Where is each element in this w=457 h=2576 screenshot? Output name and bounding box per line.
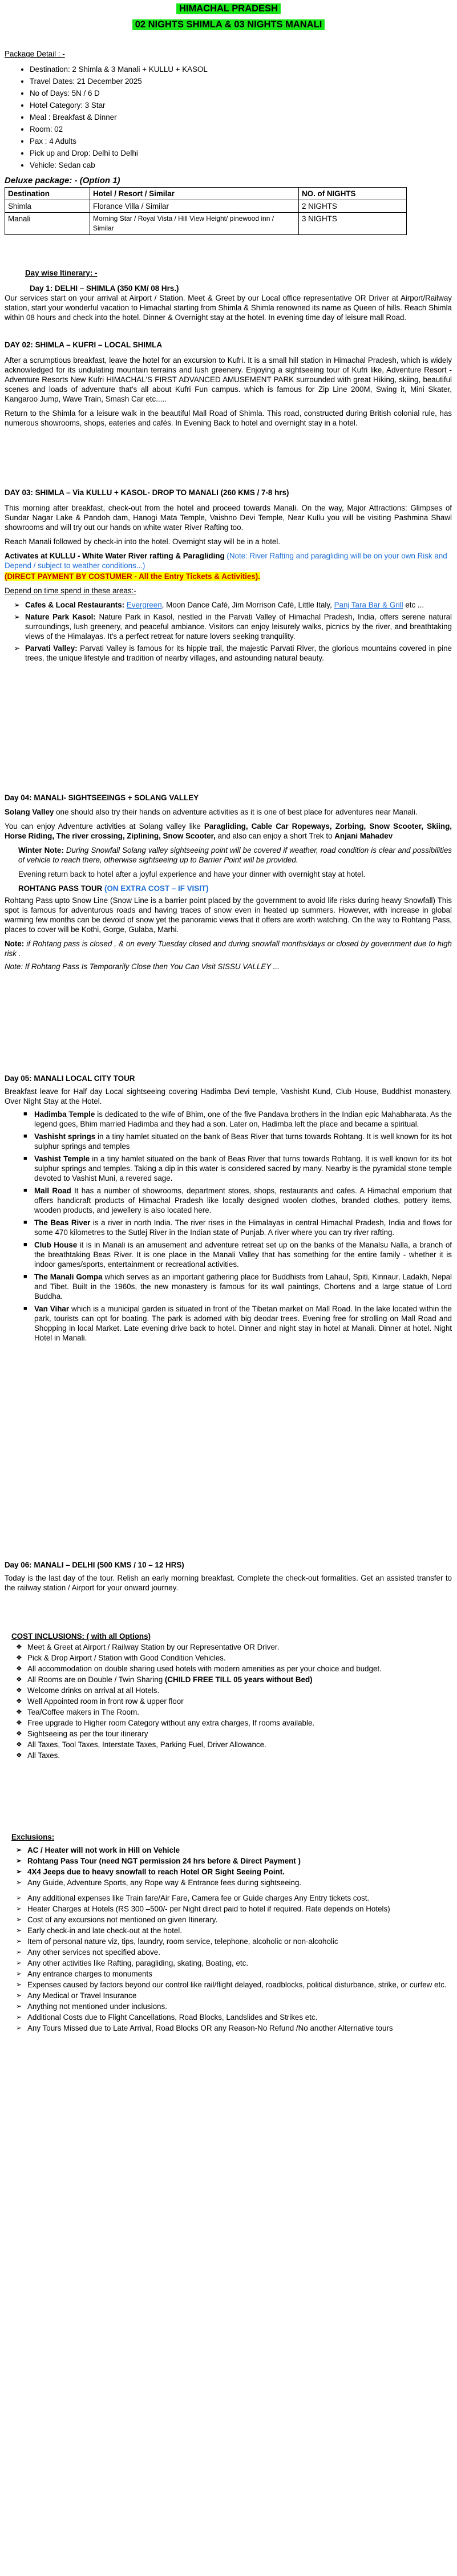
star-bullet-icon: ❖ — [16, 1664, 22, 1672]
arrow-bullet-icon: ➢ — [16, 1846, 22, 1854]
square-bullet-icon: ■ — [23, 1133, 27, 1140]
list-item: ❖ Welcome drinks on arrival at all Hotels. — [16, 1686, 160, 1695]
day4-evening: Evening return back to hotel after a joyful experience and have your dinner with overnight stay at hotel. — [18, 870, 366, 878]
star-bullet-icon: ❖ — [16, 1708, 22, 1716]
list-item: ❖ Well Appointed room in front row & upper floor — [16, 1697, 184, 1706]
star-bullet-icon: ❖ — [16, 1751, 22, 1759]
list-item: ➢ Additional Costs due to Flight Cancellations, Road Blocks, Landslides and Strikes etc. — [16, 2013, 318, 2022]
square-bullet-icon: ■ — [23, 1187, 27, 1194]
arrow-bullet-icon: ➢ — [16, 2002, 22, 2010]
state-title: HIMACHAL PRADESH — [0, 3, 457, 14]
day4-activities: You can enjoy Adventure activities at Solang valley like Paragliding, Cable Car Ropeways, Zorbing, Snow Scooter, Skiing, Horse Riding, The river crossing, Ziplining, Snow Scooter, and also can enjoy a short Trek to Anjani Mahadev — [5, 822, 452, 840]
rohtang-note: Note: if Rohtang pass is closed , & on every Tuesday closed and during snowfall months/days or closed by government due to high risk . — [5, 939, 452, 958]
list-item: ➢ Heater Charges at Hotels (RS 300 –500/- per Night direct paid to hotel if required. Rate depends on Hotels) — [16, 1905, 390, 1913]
arrow-bullet-icon: ➢ — [16, 1894, 22, 1902]
arrow-bullet-icon: ➢ — [16, 1980, 22, 1988]
list-item: ➢ Any Tours Missed due to Late Arrival, Road Blocks OR any Reason-No Refund /No another Alternative tours — [16, 2024, 393, 2032]
arrow-bullet-icon: ➢ — [16, 1937, 22, 1945]
list-item: ■ Van Vihar which is a municipal garden is situated in front of the Tibetan market on Mall Road. In the lake located within the park, tourists can opt for boating. The park is adorned with big deodar trees. Evening free for strolling on Mall Road and Shopping in local Market. Late evening drive back to hotel. Dinner and night stay in hotel at Manali. Dinner at hotel. Night Hotel in Manali. — [23, 1305, 452, 1342]
day4-title: Day 04: MANALI- SIGHTSEEINGS + SOLANG VALLEY — [5, 793, 199, 802]
package-detail-item: • Travel Dates: 21 December 2025 — [30, 76, 452, 86]
list-item: ➢ Any other activities like Rafting, paragliding, skating, Boating, etc. — [16, 1959, 249, 1967]
itinerary-heading: Day wise Itinerary: - — [25, 269, 98, 277]
star-bullet-icon: ❖ — [16, 1686, 22, 1694]
day2-text-2: Return to the Shimla for a leisure walk in the beautiful Mall Road of Shimla. This road, constructed during British colonial rule, has numerous showrooms, shops, eateries and cafés. In Evening Back to hotel and overnight stay in a hotel. — [5, 409, 452, 427]
day4-text: Solang Valley one should also try their hands on adventure activities as it is one of best place for adventures near Manali. — [5, 808, 418, 816]
day5-tours-list — [5, 1109, 452, 1343]
list-item: ➢ Cafes & Local Restaurants: Evergreen, Moon Dance Café, Jim Morrison Café, Little Italy, Panj Tara Bar & Grill etc ... — [14, 601, 424, 609]
evergreen-link[interactable]: Evergreen — [126, 601, 162, 609]
day3-section — [5, 488, 452, 665]
table-row — [5, 213, 407, 235]
list-item: ➢ Expenses caused by factors beyond our control like rail/flight delayed, roadblocks, political disturbance, strike, or curfew etc. — [16, 1980, 447, 1989]
col-hotel: Hotel / Resort / Similar — [90, 188, 299, 200]
activities-note: (Note: River Rafting and paragliding will be on your own Risk and Depend / subject to weather conditions...) — [5, 552, 447, 570]
day3-title: DAY 03: SHIMLA – Via KULLU + KASOL- DROP TO MANALI (260 KMS / 7-8 hrs) — [5, 488, 289, 497]
activities-label: Activates at KULLU - White Water River rafting & Paragliding — [5, 552, 225, 560]
list-item: ❖ Pick & Drop Airport / Station with Good Condition Vehicles. — [16, 1654, 226, 1662]
list-item: ➢ Any Medical or Travel Insurance — [16, 1991, 137, 2000]
list-item: ➢ Rohtang Pass Tour (need NGT permission 24 hrs before & Direct Payment ) — [16, 1857, 301, 1865]
arrow-bullet-icon: ➢ — [16, 1948, 22, 1956]
hotel-heading: Deluxe package: - (Option 1) — [5, 176, 120, 185]
list-item: ❖ All Taxes. — [16, 1751, 60, 1760]
list-item: ❖ All Taxes, Tool Taxes, Interstate Taxes, Parking Fuel, Driver Allowance. — [16, 1740, 266, 1749]
package-detail-list — [5, 64, 452, 170]
list-item: ■ Hadimba Temple is dedicated to the wife of Bhim, one of the five Pandava brothers in the Indian epic Mahabharata. As the legend goes, Bhim married Hadimba and they had a son. Later on, Hadimba left the place and became a spiritual. — [23, 1110, 452, 1128]
inclusions-section — [5, 1631, 452, 1761]
day1-text: Our services start on your arrival at Airport / Station. Meet & Greet by our Local office representative OR Driver at Airport/Railway station, start your wonderful vacation to Himachal starting from Shimla & Shimla renowned its name as Queen of hills. Reach Shimla within 08 hours and check into the hotel. Dinner & Overnight stay at the hotel. In evening time day of leisure mall Road. — [5, 294, 452, 322]
cell-nights: 3 NIGHTS — [299, 213, 407, 235]
list-item: ➢ AC / Heater will not work in Hill on Vehicle — [16, 1846, 180, 1854]
day6-text: Today is the last day of the tour. Relish an early morning breakfast. Complete the check-out formalities. Get an assisted transfer to the railway station / Airport for your onward journey. — [5, 1574, 452, 1592]
cell-destination: Manali — [5, 213, 90, 235]
list-item: ➢ Early check-in and late check-out at the hotel. — [16, 1926, 182, 1935]
itinerary-section — [5, 268, 452, 322]
list-item: ➢ Parvati Valley: Parvati Valley is famous for its hippie trail, the majestic Parvati River, the glorious mountains covered in pine trees, the unique lifestyle and tradition of nearby villages, and astounding natural beauty. — [14, 644, 452, 662]
day3-activities — [5, 551, 452, 570]
list-item: ➢ Any entrance charges to monuments — [16, 1970, 152, 1978]
arrow-bullet-icon: ➢ — [16, 1905, 22, 1913]
package-detail-item: • Destination: 2 Shimla & 3 Manali + KULLU + KASOL — [30, 64, 452, 74]
list-item: ➢ Cost of any excursions not mentioned on given Itinerary. — [16, 1915, 218, 1924]
exclusions-heading: Exclusions: — [11, 1833, 55, 1841]
day5-section — [5, 1074, 452, 1346]
col-nights: NO. of NIGHTS — [299, 188, 407, 200]
star-bullet-icon: ❖ — [16, 1740, 22, 1748]
cell-hotel: Florance Villa / Similar — [90, 200, 299, 213]
list-item: ■ Vashist Temple in a tiny hamlet situated on the bank of Beas River that turns towards Rohtang. It is well known for its hot sulphur springs and temples. Taking a dip in this water is considered sacred by many. Nearby is the pyramidal stone temple devoted to Vashist Muni, a revered sage. — [23, 1155, 452, 1182]
cell-destination: Shimla — [5, 200, 90, 213]
list-item: ■ Club House it is in Manali is an amusement and adventure retreat set up on the banks of the Manalsu Nalla, a branch of the breathtaking Beas River. It is one place in the Manali Valley that has something for the entire family - whether it is indoor games/sports, entertainment or recreational activities. — [23, 1241, 452, 1269]
square-bullet-icon: ■ — [23, 1241, 27, 1248]
package-detail-item: • Vehicle: Sedan cab — [30, 160, 452, 170]
list-item: ➢ Any additional expenses like Train fare/Air Fare, Camera fee or Guide charges Any Entry tickets cost. — [16, 1894, 370, 1902]
day6-section — [5, 1560, 452, 1593]
arrow-bullet-icon: ➢ — [16, 1878, 22, 1886]
day4-section — [5, 793, 452, 971]
panj-tara-link[interactable]: Panj Tara Bar & Grill — [334, 601, 403, 609]
list-item: ➢ Nature Park Kasol: Nature Park in Kasol, nestled in the Parvati Valley of Himachal Pradesh, India, offers serene natural surroundings, lush greenery, and peaceful ambiance. Visitors can enjoy leisurely walks, picnics by the river, and breathtaking views of the Himalayas. It's a perfect retreat for nature lovers seeking tranquility. — [14, 613, 452, 641]
list-item: ❖ All Rooms are on Double / Twin Sharing (CHILD FREE TILL 05 years without Bed) — [16, 1675, 313, 1684]
day2-title: DAY 02: SHIMLA – KUFRI – LOCAL SHIMLA — [5, 341, 163, 349]
day5-title: Day 05: MANALI LOCAL CITY TOUR — [5, 1074, 135, 1083]
square-bullet-icon: ■ — [23, 1305, 27, 1312]
rohtang-text: Rohtang Pass upto Snow Line (Snow Line is a barrier point placed by the government to avoid life risks during heavy Snowfall) This spot is famous for adventurous roads and having traces of snow even in heated up summers. However, with increase in global warming few months can be devoid of snow yet the panoramic views that it offers are worth watching. On the way to Rohtang Pass, places to cover will be Kothi, Gorge, Gulaba, Marhi. — [5, 896, 452, 934]
arrow-bullet-icon: ➢ — [16, 1959, 22, 1967]
arrow-bullet-icon: ➢ — [16, 2013, 22, 2021]
list-item: ➢ Any Guide, Adventure Sports, any Rope way & Entrance fees during sightseeing. — [16, 1878, 302, 1887]
arrow-bullet-icon: ➢ — [16, 1857, 22, 1865]
arrow-bullet-icon: ➢ — [16, 1868, 22, 1876]
list-item: ➢ Anything not mentioned under inclusions. — [16, 2002, 167, 2011]
day1-title: Day 1: DELHI – SHIMLA (350 KM/ 08 Hrs.) — [30, 284, 179, 293]
arrow-bullet-icon: ➢ — [16, 1926, 22, 1934]
winter-note: Winter Note: During Snowfall Solang valley sightseeing point will be covered if weather, road condition is clear and possibilities of vehicle to reach there, otherwise sightseeing up to Barrier Point will be provided. — [18, 846, 452, 864]
list-item: ➢ Item of personal nature viz, tips, laundry, room service, telephone, alcoholic or non-alcoholic — [16, 1937, 338, 1946]
square-bullet-icon: ■ — [23, 1155, 27, 1162]
hotel-table-header — [5, 188, 407, 200]
package-title: 02 NIGHTS SHIMLA & 03 NIGHTS MANALI — [0, 19, 457, 30]
package-detail-item: • No of Days: 5N / 6 D — [30, 88, 452, 98]
list-item: ■ The Beas River is a river in north India. The river rises in the Himalayas in central Himachal Pradesh, India and flows for some 470 kilometres to the Sutlej River in the Indian state of Punjab. A river where you can try river rafting. — [23, 1218, 452, 1237]
table-row — [5, 200, 407, 213]
package-detail-item: • Room: 02 — [30, 124, 452, 134]
inclusions-heading: COST INCLUSIONS: ( with all Options) — [11, 1632, 151, 1641]
arrow-bullet-icon: ➢ — [16, 1970, 22, 1978]
list-item: ❖ Tea/Coffee makers in The Room. — [16, 1708, 139, 1716]
list-item: ■ Mall Road It has a number of showrooms, department stores, shops, restaurants and cafes. A Himachal emporium that offers handicraft products of Himachal Pradesh like locally designed woolen clothes, branded clothes, pottery items, wooden products, and jewellery is also located here. — [23, 1186, 452, 1214]
star-bullet-icon: ❖ — [16, 1719, 22, 1727]
sissu-note: Note: If Rohtang Pass Is Temporarily Close then You Can Visit SISSU VALLEY ... — [5, 962, 280, 971]
star-bullet-icon: ❖ — [16, 1697, 22, 1705]
list-item: ➢ Any other services not specified above. — [16, 1948, 160, 1957]
arrow-bullet-icon: ➢ — [14, 644, 21, 653]
package-detail-item: • Pick up and Drop: Delhi to Delhi — [30, 148, 452, 158]
day3-places-list — [5, 600, 452, 663]
package-detail-item: • Pax : 4 Adults — [30, 136, 452, 146]
square-bullet-icon: ■ — [23, 1111, 27, 1117]
arrow-bullet-icon: ➢ — [14, 613, 21, 621]
list-item: ➢ 4X4 Jeeps due to heavy snowfall to reach Hotel OR Sight Seeing Point. — [16, 1868, 285, 1876]
square-bullet-icon: ■ — [23, 1219, 27, 1226]
square-bullet-icon: ■ — [23, 1273, 27, 1280]
arrow-bullet-icon: ➢ — [16, 1915, 22, 1923]
list-item: ❖ Sightseeing as per the tour itinerary — [16, 1730, 148, 1738]
arrow-bullet-icon: ➢ — [16, 1991, 22, 1999]
star-bullet-icon: ❖ — [16, 1643, 22, 1651]
list-item: ■ Vashisht springs in a tiny hamlet situated on the bank of Beas River that turns towards Rohtang. It is well known for its hot sulphur springs and temples — [23, 1132, 452, 1151]
package-detail-heading: Package Detail : - — [5, 50, 65, 58]
inclusions-list — [5, 1642, 452, 1760]
direct-payment-note: (DIRECT PAYMENT BY COSTUMER - All the Entry Tickets & Activities). — [5, 572, 260, 581]
star-bullet-icon: ❖ — [16, 1675, 22, 1683]
day5-intro: Breakfast leave for Half day Local sightseeing covering Hadimba Devi temple, Vashisht Kund, Club House, Buddhist monastery. Over Night Stay at the Hotel. — [5, 1087, 452, 1105]
cell-nights: 2 NIGHTS — [299, 200, 407, 213]
rohtang-heading: ROHTANG PASS TOUR (ON EXTRA COST – IF VISIT) — [18, 884, 209, 893]
star-bullet-icon: ❖ — [16, 1730, 22, 1737]
day3-text: This morning after breakfast, check-out from the hotel and proceed towards Manali. On the way, Major Attractions: Glimpses of Sundar Nagar Lake & Pandoh dam, Hanogi Mata Temple, Vaishno Devi Temple, Near Kullu you will be visiting Pashmina Shawl showrooms and will try out our hands on white water River Rafting too. — [5, 504, 452, 532]
day2-text: After a scrumptious breakfast, leave the hotel for an excursion to Kufri. It is a small hill station in Himachal Pradesh, which is widely acknowledged for its undulating mountain terrains and lush greenery. Enjoying a sightseeing tour of Kufri like, Adventure Resort -Adventure Resorts New Kufri HIMACHAL'S FIRST ADVANCED AMUSEMENT PARK surrounded with great Hiking, skiing, beautiful scenes and loads of adventure that's all about Kufri Fun campus. which is famous for Zip Line 200M, Swing it, Mini Skater, Kangaroo Jump, Wave Train, Smash Car etc..... — [5, 356, 452, 403]
package-detail-section — [5, 49, 452, 172]
hotel-section — [5, 176, 452, 235]
spend-time-heading: Depend on time spend in these areas:- — [5, 586, 136, 595]
package-detail-item: • Hotel Category: 3 Star — [30, 100, 452, 110]
arrow-bullet-icon: ➢ — [14, 601, 21, 609]
package-detail-item: • Meal : Breakfast & Dinner — [30, 112, 452, 122]
col-destination: Destination — [5, 188, 90, 200]
day3-text-2: Reach Manali followed by check-in into the hotel. Overnight stay will be in a hotel. — [5, 537, 281, 546]
cell-hotel: Morning Star / Royal Vista / Hill View Height/ pinewood inn / Similar — [90, 213, 299, 235]
day2-section — [5, 340, 452, 428]
day6-title: Day 06: MANALI – DELHI (500 KMS / 10 – 12 HRS) — [5, 1561, 184, 1569]
star-bullet-icon: ❖ — [16, 1654, 22, 1662]
hotel-table — [5, 187, 407, 235]
exclusions-section — [5, 1832, 452, 2034]
arrow-bullet-icon: ➢ — [16, 2024, 22, 2032]
exclusions-list — [5, 1845, 452, 2033]
list-item: ❖ Meet & Greet at Airport / Railway Station by our Representative OR Driver. — [16, 1643, 280, 1651]
list-item: ■ The Manali Gompa which serves as an important gathering place for Buddhists from Lahaul, Spiti, Kinnaur, Ladakh, Nepal and Tibet. Built in the 1960s, the new monastery is famous for its wall paintings, Chortens and a large statue of Lord Buddha. — [23, 1273, 452, 1301]
list-item: ❖ Free upgrade to Higher room Category without any extra charges, If rooms available. — [16, 1719, 315, 1727]
list-item: ❖ All accommodation on double sharing used hotels with modern amenities as per your choice and budget. — [16, 1664, 382, 1673]
